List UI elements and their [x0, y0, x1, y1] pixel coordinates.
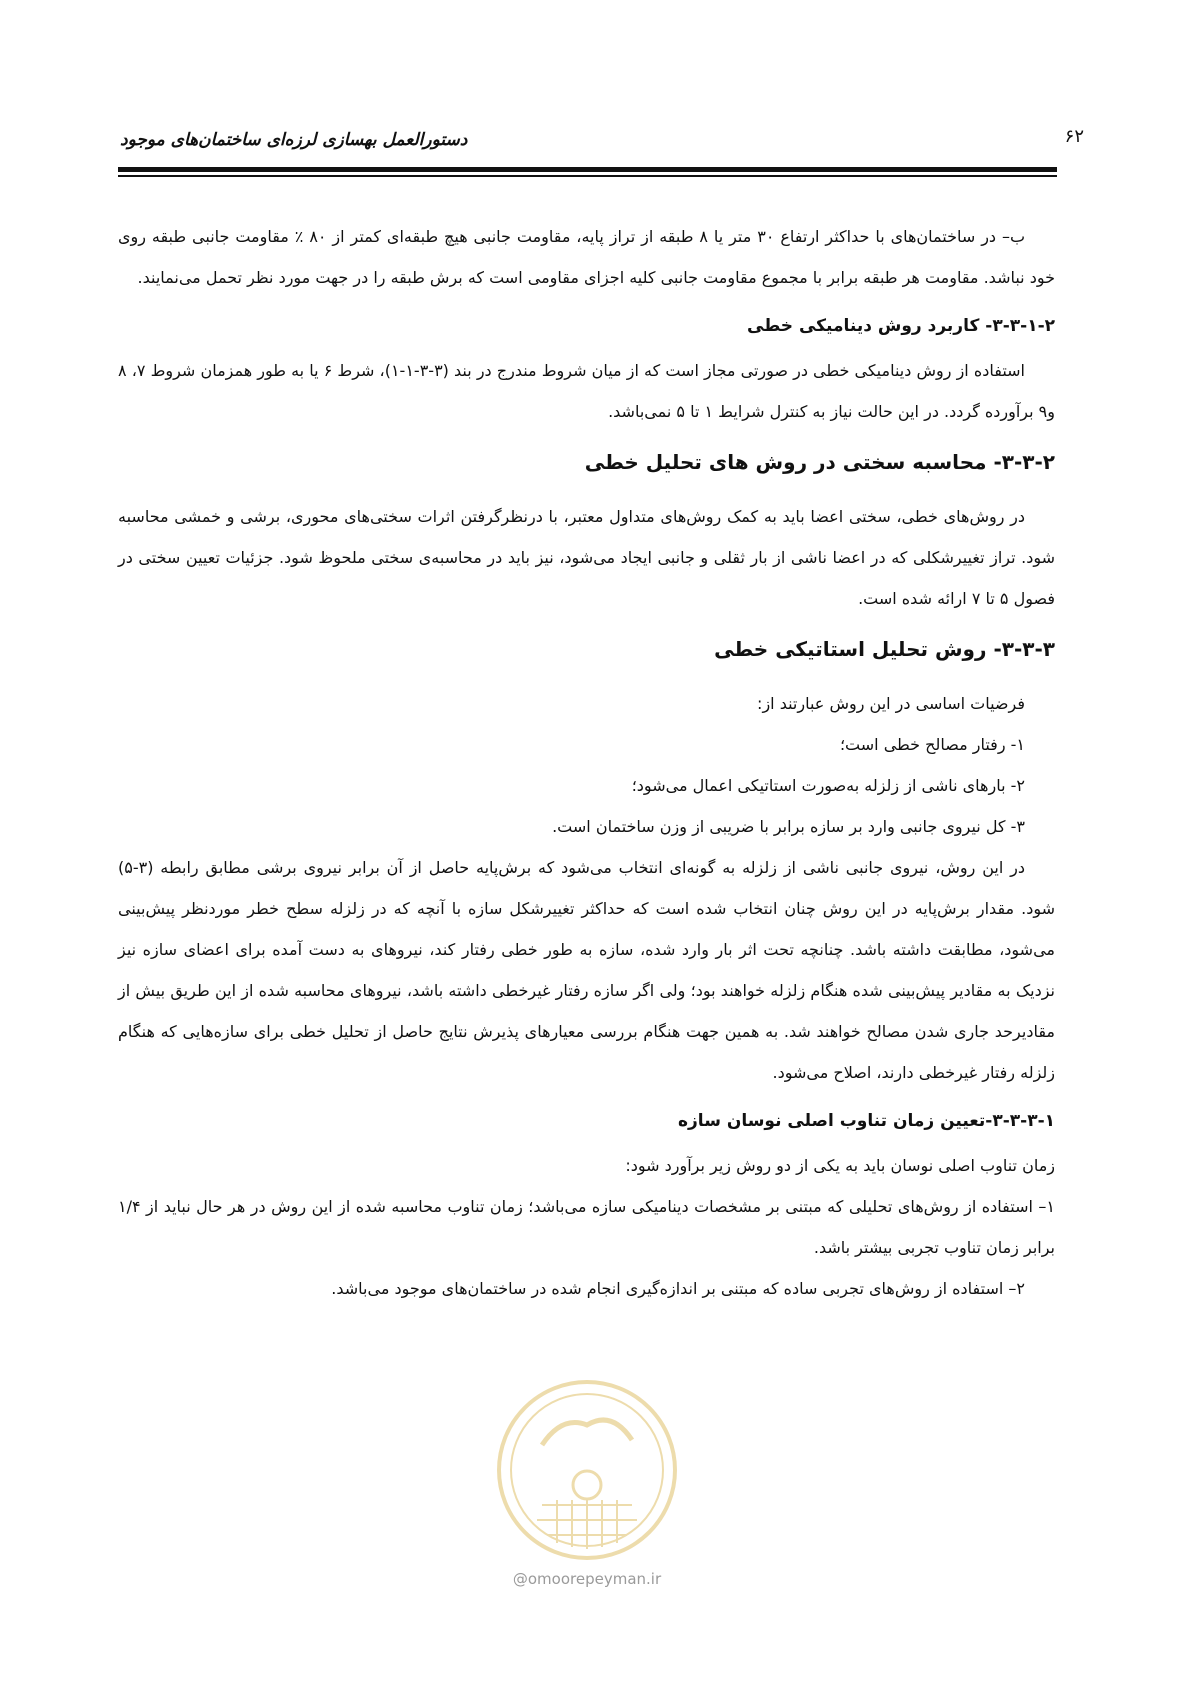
heading-3-3-1-2: ۳-۳-۱-۲- کاربرد روش دینامیکی خطی	[747, 316, 1055, 336]
seal-watermark-icon	[487, 1375, 687, 1565]
assumptions-intro: فرضیات اساسی در این روش عبارتند از:	[757, 694, 1025, 713]
page-number: ۶۲	[1064, 126, 1084, 147]
running-header-title: دستورالعمل بهسازی لرزه‌ای ساختمان‌های موجود	[120, 130, 468, 150]
paragraph-linear-static: در این روش، نیروی جانبی ناشی از زلزله به گونه‌ای انتخاب می‌شود که برش‌پایه حاصل از آن برابر نیروی برشی مطابق رابطه (۳-۵) شود. مقدار برش‌پایه در این روش چنان انتخاب شده است که حداکثر تغییرشکل سازه با آنچه که در زلزله سطح خطر موردنظر پیش‌بینی می‌شود، مطابقت داشته باشد. چنانچه تحت اثر بار وارد شده، سازه به طور خطی رفتار کند، نیروهای به دست آمده برای اعضای سازه نیز نزدیک به مقادیر پیش‌بینی شده هنگام زلزله خواهند بود؛ ولی اگر سازه رفتار غیرخطی داشته باشد، نیروهای محاسبه شده از این طریق بیش از مقادیرحد جاری شدن مصالح خواهند شد. به همین جهت هنگام بررسی معیارهای پذیرش نتایج حاصل از تحلیل خطی برای سازه‌هایی که هنگام زلزله رفتار غیرخطی دارند، اصلاح می‌شود.	[118, 858, 1055, 1082]
header-rule-thick	[118, 167, 1057, 172]
paragraph-lateral-strength: ب– در ساختمان‌های با حداکثر ارتفاع ۳۰ متر یا ۸ طبقه از تراز پایه، مقاومت جانبی هیچ طبقه‌ای کمتر از ۸۰ ٪ مقاومت جانبی طبقه روی خود نباشد. مقاومت هر طبقه برابر با مجموع مقاومت جانبی کلیه اجزای مقاومی است که برش طبقه را در جهت مورد نظر تحمل می‌نمایند.	[118, 227, 1055, 287]
paragraph-linear-dynamic: استفاده از روش دینامیکی خطی در صورتی مجاز است که از میان شروط مندرج در بند (۳-۳-۱-۱)، شرط ۶ یا به طور همزمان شروط ۷، ۸ و۹ برآورده گردد. در این حالت نیاز به کنترل شرایط ۱ تا ۵ نمی‌باشد.	[118, 361, 1055, 421]
assumption-item-2: ۲- بارهای ناشی از زلزله به‌صورت استاتیکی اعمال می‌شود؛	[631, 776, 1025, 795]
body-text	[118, 216, 1055, 1309]
heading-3-3-2: ۳-۳-۲- محاسبه سختی در روش های تحلیل خطی	[584, 450, 1055, 474]
method-item-2: ۲– استفاده از روش‌های تجربی ساده که مبتنی بر اندازه‌گیری انجام شده در ساختمان‌های موجود می‌باشد.	[331, 1279, 1025, 1298]
method-item-1: ۱– استفاده از روش‌های تحلیلی که مبتنی بر مشخصات دینامیکی سازه می‌باشد؛ زمان تناوب محاسبه شده از این روش در هر حال نباید از ۱/۴ برابر زمان تناوب تجربی بیشتر باشد.	[118, 1197, 1055, 1257]
site-watermark: @omoorepeyman.ir	[512, 1570, 662, 1588]
assumption-item-3: ۳- کل نیروی جانبی وارد بر سازه برابر با ضریبی از وزن ساختمان است.	[552, 817, 1025, 836]
assumption-item-1: ۱- رفتار مصالح خطی است؛	[839, 735, 1025, 754]
heading-3-3-3: ۳-۳-۳- روش تحلیل استاتیکی خطی	[714, 637, 1055, 661]
paragraph-period-intro: زمان تناوب اصلی نوسان باید به یکی از دو روش زیر برآورد شود:	[625, 1156, 1055, 1175]
paragraph-stiffness: در روش‌های خطی، سختی اعضا باید به کمک روش‌های متداول معتبر، با درنظرگرفتن اثرات سختی‌های محوری، برشی و خمشی محاسبه شود. تراز تغییرشکلی که در اعضا ناشی از بار ثقلی و جانبی ایجاد می‌شود، نیز باید در محاسبه‌ی سختی ملحوظ شود. جزئیات تعیین سختی در فصول ۵ تا ۷ ارائه شده است.	[118, 507, 1055, 608]
heading-3-3-3-1: ۳-۳-۳-۱-تعیین زمان تناوب اصلی نوسان سازه	[677, 1111, 1055, 1131]
header-rule-thin	[118, 175, 1057, 177]
